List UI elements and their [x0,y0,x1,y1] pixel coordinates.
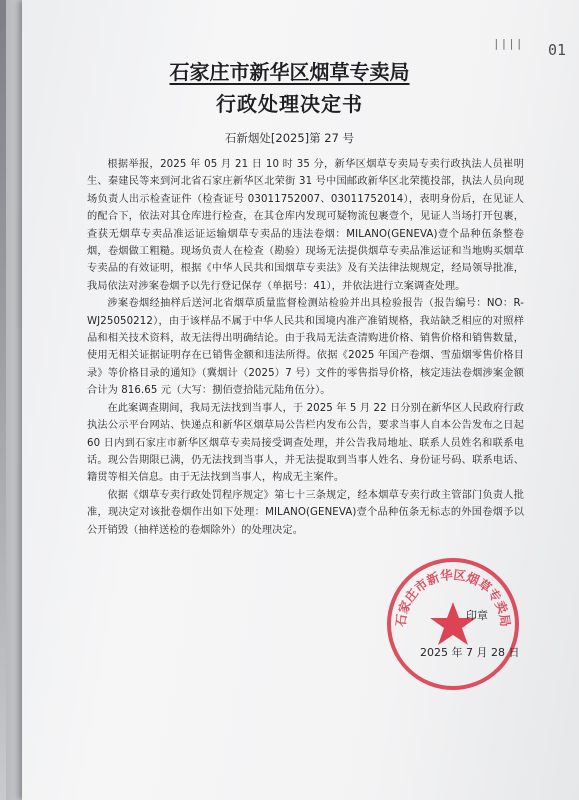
paragraph-2: 涉案卷烟经抽样后送河北省烟草质量监督检测站检验并出具检验报告（报告编号：NO：R-WJ25050212），由于该样品不属于中华人民共和国境内准产准销规格，我站缺乏相应的对照样品和相关技术资料，故无法得出明确结论。由于我局无法查清购进价格、销售价格和销售数量，使用无相关证据证明存在已销售金额和违法所得。依据《2025 年国产卷烟、雪茄烟零售价格目录》等价格目录的通知》（冀烟计（2025）7 号）文件的零售指导价格，核定违法卷烟涉案金额合计为 816.65 元（大写：捌佰壹拾陆元陆角伍分）。 [87,298,524,397]
document-subtitle: 行政处理决定书 [216,92,363,116]
document-title [0,56,579,85]
title-line-1: 石家庄市新华区烟草专卖局 [169,60,410,84]
page-number: 01 [548,41,567,59]
seal-label: 印章 [466,609,488,622]
document-date: 2025 年 7 月 28 日 [420,646,520,659]
corner-marks: |||| [493,37,524,50]
document-number: 石新烟处[2025]第 27 号 [224,131,355,145]
paragraph-1: 根据举报，2025 年 05 月 21 日 10 时 35 分，新华区烟草专卖局专卖行政执法人员崔明生、秦建民等来到河北省石家庄新华区北荣街 31 号中国邮政新华区北荣揽投部，执法人员向现场负责人出示检查证件（检查证号 03011752007、03011752014），表明身份后，在见证人的配合下，依法对其仓库进行检查，在其仓库内发现可疑物流包裹壹个，见证人当场打开包裹，查获无烟草专卖品准运证运输烟草专卖品的违法卷烟：MILANO(GENEVA)壹个品种伍条整卷烟，卷烟做工粗糙。现场负责人在检查（勘验）现场无法提供烟草专卖品准运证和当地购买烟草专卖品的有效证明，根据《中华人民共和国烟草专卖法》及有关法律法规规定，经局领导批准，我局依法对涉案卷烟予以先行登记保存（单据号：41），并依法进行立案调查处理。 [87,159,524,292]
paragraph-4: 依据《烟草专卖行政处罚程序规定》第七十三条规定，经本烟草专卖行政主管部门负责人批准，现决定对该批卷烟作出如下处理：MILANO(GENEVA)壹个品种伍条无标志的外国卷烟予以公开销毁（抽样送检的卷烟除外）的处理决定。 [87,489,524,536]
paragraph-3: 在此案调查期间，我局无法找到当事人，于 2025 年 5 月 22 日分别在新华区人民政府行政执法公示平台网站、快递点和新华区烟草局公告栏内发布公告，要求当事人自本公告发布之日起 60 日内到石家庄市新华区烟草专卖局接受调查处理，并公告我局地址、联系人员姓名和联系电话。现公告期限已满，仍无法找到当事人，并无法提取到当事人姓名、身份证号码、联系电话、籍贯等相关信息。由于无法找到当事人，构成无主案件。 [87,402,524,484]
seal-text: 石家庄市新华区烟草专卖局 [392,566,514,628]
official-seal [384,555,522,693]
document-body [87,156,524,539]
